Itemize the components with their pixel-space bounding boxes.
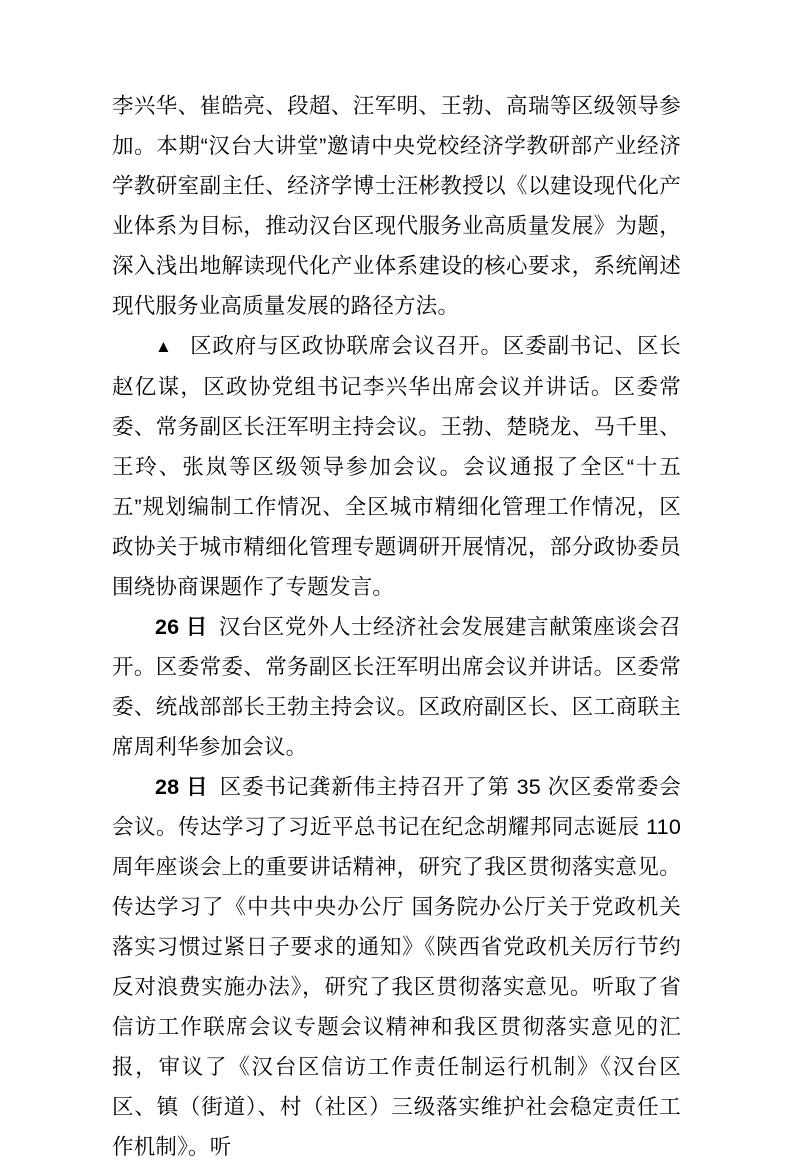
paragraph-continuation: 李兴华、崔皓亮、段超、汪军明、王勃、高瑞等区级领导参加。本期“汉台大讲堂”邀请中央党校经济学教研部产业经济学教研室副主任、经济学博士汪彬教授以《以建设现代化产业体系为目标，推动汉台区现代服务业高质量发展》为题，深入浅出地解读现代化产业体系建设的核心要求，系统阐述现代服务业高质量发展的路径方法。 — [112, 94, 681, 318]
paragraph-day-28 — [112, 767, 681, 1167]
day-label-26: 26 日 — [155, 615, 208, 639]
paragraph-day-26 — [112, 607, 681, 767]
paragraph-text: 区政府与区政协联席会议召开。区委副书记、区长赵亿谋，区政协党组书记李兴华出席会议并讲话。区委常委、常务副区长汪军明主持会议。王勃、楚晓龙、马千里、王玲、张岚等区级领导参加会议。会议通报了全区“十五五”规划编制工作情况、全区城市精细化管理工作情况，区政协关于城市精细化管理专题调研开展情况，部分政协委员围绕协商课题作了专题发言。 — [112, 334, 681, 599]
triangle-bullet-icon: ▲ — [155, 337, 173, 356]
paragraph-meeting-joint — [112, 326, 681, 607]
paragraph-text: 区委书记龚新伟主持召开了第 35 次区委常委会会议。传达学习了习近平总书记在纪念胡耀邦同志诞辰 110 周年座谈会上的重要讲话精神，研究了我区贯彻落实意见。传达学习了《中共中央办公厅 国务院办公厅关于党政机关落实习惯过紧日子要求的通知》《陕西省党政机关厉行节约反对浪费实施办法》，研究了我区贯彻落实意见。听取了省信访工作联席会议专题会议精神和我区贯彻落实意见的汇报，审议了《汉台区信访工作责任制运行机制》《汉台区区、镇（街道）、村（社区）三级落实维护社会稳定责任工作机制》。听 — [112, 775, 681, 1159]
document-body — [112, 86, 681, 1167]
paragraph-text: 汉台区党外人士经济社会发展建言献策座谈会召开。区委常委、常务副区长汪军明出席会议并讲话。区委常委、统战部部长王勃主持会议。区政府副区长、区工商联主席周利华参加会议。 — [112, 615, 681, 759]
day-label-28: 28 日 — [155, 775, 209, 799]
